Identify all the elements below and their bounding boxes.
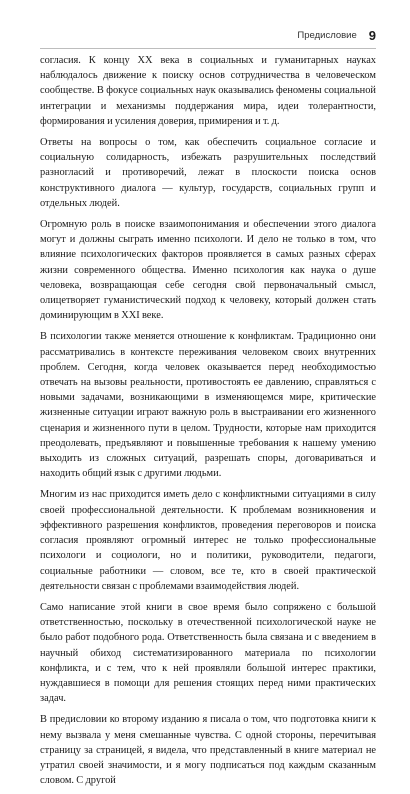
paragraph: Огромную роль в поиске взаимопонимания и обеспечении этого диалога могут и должны сыграть именно психологи. И дело не только в том, что влияние психологических факторов проявляется в самых разных сферах жизни современного общества. Именно психология как наука о душе человека, возвращающая себе сегодня свой первоначальный смысл, олицетворяет гуманистический подход к человеку, который должен стать доминирующим в XXI веке. xyxy=(40,219,376,322)
body-text xyxy=(40,53,376,794)
paragraph: В психологии также меняется отношение к конфликтам. Традиционно они рассматривались в контексте переживания человеком своих внутренних проблем. Сегодня, когда человек оказывается перед необходимостью отвечать на вызовы реальности, противостоять ее давлению, справляться с новыми задачами, возникающими в изменяющемся мире, критические жизненные ситуации играют важную роль в выстраивании его жизненного сценария и жизненного пути в целом. Трудности, которые нам приходится преодолевать, предъявляют и повышенные требования к нашему умению выходить из сложных ситуаций, разрешать споры, договариваться и находить общий язык с другими людьми. xyxy=(40,331,376,480)
paragraph: Многим из нас приходится иметь дело с конфликтными ситуациями в силу своей профессиональной деятельности. К проблемам возникновения и эффективного разрешения конфликтов, проведения переговоров и поиска согласия проявляют огромный интерес не только профессиональные психологи и социологи, но и политики, руководители, педагоги, социальные работники — словом, все те, кто в своей практической деятельности связан с проблемами взаимодействия людей. xyxy=(40,489,376,592)
paragraph: В предисловии ко второму изданию я писала о том, что подготовка книги к нему вызвала у меня смешанные чувства. С одной стороны, перечитывая страницу за страницей, я видела, что представленный в книге материал не утратил своей значимости, и я могу подписаться под каждым сказанным словом. С другой xyxy=(40,714,376,787)
page-number: 9 xyxy=(368,27,376,43)
paragraph: согласия. К концу XX века в социальных и гуманитарных науках наблюдалось движение к поиску основ сотрудничества в человеческом сообществе. В фокусе социальных наук оказывались феномены социальной интеграции и механизмы поддержания мира, идеи толерантности, формирования и усиления доверия, примирения и т. д. xyxy=(40,55,376,127)
header-divider xyxy=(40,48,376,49)
paragraph: Ответы на вопросы о том, как обеспечить социальное согласие и социальную солидарность, избежать разрушительных последствий разногласий и противоречий, лежат в плоскости поиска основ конструктивного диалога — культур, государств, социальных групп и отдельных людей. xyxy=(40,137,376,209)
running-header-section-title: Предисловие xyxy=(297,29,357,41)
paragraph: Само написание этой книги в свое время было сопряжено с большой ответственностью, поскольку в отечественной психологической науке не было работ подобного рода. Ответственность была связана и с введением в научный обиход систематизированного материала по психологии конфликта, и с тем, что к ней проявляли большой интерес практики, нуждавшиеся в помощи для решения стоящих перед ними практических задач. xyxy=(40,601,376,705)
running-header xyxy=(40,26,376,44)
